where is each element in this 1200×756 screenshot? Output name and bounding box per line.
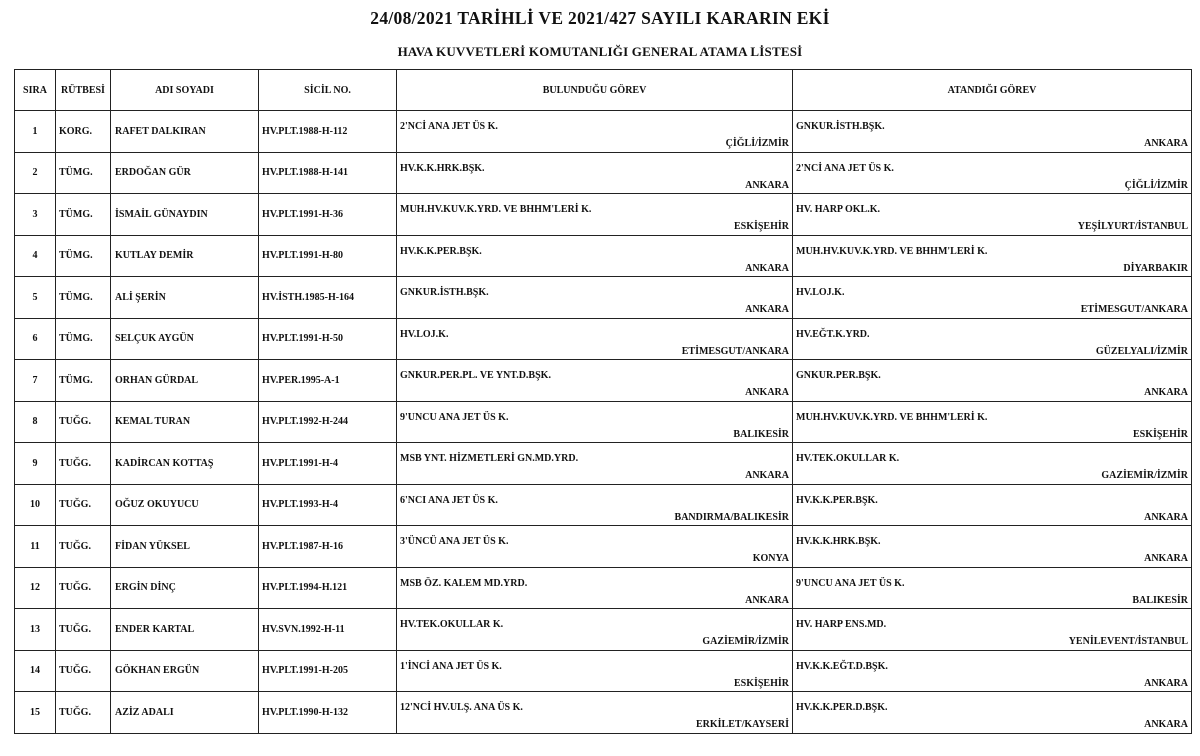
cell-rutbe: TÜMG. <box>56 152 111 194</box>
cell-sira: 8 <box>15 401 56 443</box>
cell-bulundugu-wrap <box>397 111 792 151</box>
table-row <box>15 692 1192 734</box>
atandigi-gorev-text: HV.K.K.PER.D.BŞK. <box>796 702 888 714</box>
bulundugu-yer-text: GAZİEMİR/İZMİR <box>702 636 789 648</box>
cell-atandigi-wrap <box>793 526 1191 566</box>
cell-atandigi-wrap <box>793 153 1191 193</box>
cell-atandigi-gorev <box>793 526 1192 568</box>
cell-ad-soyad: KUTLAY DEMİR <box>111 235 259 277</box>
cell-atandigi-wrap <box>793 609 1191 649</box>
cell-sicil-no: HV.PLT.1991-H-36 <box>259 194 397 236</box>
cell-atandigi-gorev <box>793 111 1192 153</box>
bulundugu-yer-text: ANKARA <box>745 594 789 606</box>
cell-rutbe: TUĞG. <box>56 526 111 568</box>
cell-sicil-no: HV.PLT.1991-H-4 <box>259 443 397 485</box>
atandigi-yer-text: ANKARA <box>1144 719 1188 731</box>
cell-sicil-no: HV.PLT.1990-H-132 <box>259 692 397 734</box>
table-body <box>15 111 1192 734</box>
atandigi-gorev-text: MUH.HV.KUV.K.YRD. VE BHHM'LERİ K. <box>796 245 988 257</box>
atandigi-gorev-text: HV.TEK.OKULLAR K. <box>796 453 900 465</box>
table-row <box>15 401 1192 443</box>
cell-ad-soyad: FİDAN YÜKSEL <box>111 526 259 568</box>
cell-atandigi-gorev <box>793 152 1192 194</box>
cell-bulundugu-wrap <box>397 526 792 566</box>
cell-bulundugu-wrap <box>397 194 792 234</box>
bulundugu-gorev-text: HV.LOJ.K. <box>400 328 449 340</box>
header-sira: SIRA <box>15 70 56 111</box>
cell-atandigi-wrap <box>793 568 1191 608</box>
cell-ad-soyad: ALİ ŞERİN <box>111 277 259 319</box>
atandigi-gorev-text: HV.EĞT.K.YRD. <box>796 328 870 340</box>
cell-rutbe: TUĞG. <box>56 609 111 651</box>
cell-sicil-no: HV.PLT.1993-H-4 <box>259 484 397 526</box>
table-row <box>15 318 1192 360</box>
table-row <box>15 194 1192 236</box>
cell-rutbe: TÜMG. <box>56 318 111 360</box>
bulundugu-yer-text: BANDIRMA/BALIKESİR <box>674 511 789 523</box>
bulundugu-gorev-text: MSB YNT. HİZMETLERİ GN.MD.YRD. <box>400 453 579 465</box>
bulundugu-yer-text: KONYA <box>752 553 789 565</box>
cell-atandigi-wrap <box>793 277 1191 317</box>
cell-atandigi-wrap <box>793 402 1191 442</box>
cell-bulundugu-gorev <box>397 401 793 443</box>
cell-atandigi-wrap <box>793 319 1191 359</box>
bulundugu-gorev-text: MUH.HV.KUV.K.YRD. VE BHHM'LERİ K. <box>400 204 592 216</box>
atandigi-yer-text: ESKİŞEHİR <box>1132 428 1188 440</box>
cell-sicil-no: HV.PLT.1991-H-205 <box>259 650 397 692</box>
cell-rutbe: TÜMG. <box>56 277 111 319</box>
header-atandigi-gorev: ATANDIĞI GÖREV <box>793 70 1192 111</box>
cell-ad-soyad: ERGİN DİNÇ <box>111 567 259 609</box>
cell-ad-soyad: ERDOĞAN GÜR <box>111 152 259 194</box>
atandigi-gorev-text: GNKUR.PER.BŞK. <box>796 370 881 382</box>
cell-bulundugu-gorev <box>397 318 793 360</box>
table-row <box>15 235 1192 277</box>
header-rutbe: RÜTBESİ <box>56 70 111 111</box>
cell-atandigi-gorev <box>793 235 1192 277</box>
atandigi-yer-text: ANKARA <box>1144 677 1188 689</box>
cell-ad-soyad: ENDER KARTAL <box>111 609 259 651</box>
cell-sira: 6 <box>15 318 56 360</box>
atandigi-gorev-text: HV.K.K.HRK.BŞK. <box>796 536 881 548</box>
cell-bulundugu-wrap <box>397 402 792 442</box>
bulundugu-yer-text: ANKARA <box>745 387 789 399</box>
cell-sicil-no: HV.PLT.1988-H-112 <box>259 111 397 153</box>
cell-rutbe: TÜMG. <box>56 194 111 236</box>
bulundugu-gorev-text: 9'UNCU ANA JET ÜS K. <box>400 411 509 423</box>
cell-ad-soyad: KADİRCAN KOTTAŞ <box>111 443 259 485</box>
cell-rutbe: TUĞG. <box>56 401 111 443</box>
cell-sicil-no: HV.PLT.1991-H-50 <box>259 318 397 360</box>
cell-bulundugu-wrap <box>397 236 792 276</box>
cell-bulundugu-gorev <box>397 526 793 568</box>
cell-sira: 13 <box>15 609 56 651</box>
cell-atandigi-gorev <box>793 401 1192 443</box>
cell-sicil-no: HV.PLT.1992-H-244 <box>259 401 397 443</box>
cell-rutbe: TÜMG. <box>56 235 111 277</box>
cell-bulundugu-gorev <box>397 650 793 692</box>
atandigi-gorev-text: MUH.HV.KUV.K.YRD. VE BHHM'LERİ K. <box>796 411 988 423</box>
bulundugu-gorev-text: HV.TEK.OKULLAR K. <box>400 619 504 631</box>
cell-sicil-no: HV.SVN.1992-H-11 <box>259 609 397 651</box>
assignment-table <box>14 69 1192 734</box>
document-subtitle: HAVA KUVVETLERİ KOMUTANLIĞI GENERAL ATAMA LİSTESİ <box>397 44 803 59</box>
cell-sicil-no: HV.PLT.1994-H.121 <box>259 567 397 609</box>
bulundugu-gorev-text: GNKUR.PER.PL. VE YNT.D.BŞK. <box>400 370 551 382</box>
bulundugu-yer-text: ÇİĞLİ/İZMİR <box>725 138 789 150</box>
cell-ad-soyad: KEMAL TURAN <box>111 401 259 443</box>
cell-bulundugu-gorev <box>397 484 793 526</box>
cell-atandigi-wrap <box>793 651 1191 691</box>
cell-sicil-no: HV.İSTH.1985-H-164 <box>259 277 397 319</box>
table-row <box>15 111 1192 153</box>
cell-bulundugu-gorev <box>397 235 793 277</box>
cell-bulundugu-gorev <box>397 360 793 402</box>
cell-sicil-no: HV.PLT.1988-H-141 <box>259 152 397 194</box>
cell-atandigi-gorev <box>793 360 1192 402</box>
cell-atandigi-gorev <box>793 567 1192 609</box>
bulundugu-gorev-text: 3'ÜNCÜ ANA JET ÜS K. <box>400 536 509 548</box>
atandigi-gorev-text: 9'UNCU ANA JET ÜS K. <box>796 577 905 589</box>
cell-bulundugu-gorev <box>397 609 793 651</box>
cell-atandigi-gorev <box>793 484 1192 526</box>
cell-bulundugu-wrap <box>397 485 792 525</box>
cell-bulundugu-wrap <box>397 277 792 317</box>
bulundugu-yer-text: BALIKESİR <box>733 428 789 440</box>
cell-atandigi-wrap <box>793 485 1191 525</box>
cell-sira: 11 <box>15 526 56 568</box>
cell-atandigi-wrap <box>793 111 1191 151</box>
cell-atandigi-gorev <box>793 692 1192 734</box>
bulundugu-yer-text: ETİMESGUT/ANKARA <box>681 345 789 357</box>
cell-atandigi-gorev <box>793 277 1192 319</box>
cell-bulundugu-wrap <box>397 319 792 359</box>
atandigi-yer-text: GÜZELYALI/İZMİR <box>1095 345 1188 357</box>
cell-sira: 2 <box>15 152 56 194</box>
cell-atandigi-wrap <box>793 443 1191 483</box>
bulundugu-gorev-text: 12'NCİ HV.ULŞ. ANA ÜS K. <box>400 702 523 714</box>
cell-bulundugu-wrap <box>397 692 792 732</box>
cell-ad-soyad: SELÇUK AYGÜN <box>111 318 259 360</box>
header-sicil-no: SİCİL NO. <box>259 70 397 111</box>
table-row <box>15 567 1192 609</box>
cell-ad-soyad: ORHAN GÜRDAL <box>111 360 259 402</box>
cell-atandigi-wrap <box>793 236 1191 276</box>
header-row <box>15 70 1192 111</box>
cell-atandigi-gorev <box>793 650 1192 692</box>
atandigi-yer-text: ANKARA <box>1144 138 1188 150</box>
atandigi-gorev-text: HV.K.K.EĞT.D.BŞK. <box>796 660 888 672</box>
bulundugu-gorev-text: 1'İNCİ ANA JET ÜS K. <box>400 660 502 672</box>
bulundugu-yer-text: ANKARA <box>745 470 789 482</box>
table-row <box>15 650 1192 692</box>
cell-ad-soyad: AZİZ ADALI <box>111 692 259 734</box>
table-row <box>15 609 1192 651</box>
cell-ad-soyad: RAFET DALKIRAN <box>111 111 259 153</box>
cell-sira: 5 <box>15 277 56 319</box>
bulundugu-gorev-text: GNKUR.İSTH.BŞK. <box>400 287 489 299</box>
bulundugu-yer-text: ESKİŞEHİR <box>733 677 789 689</box>
cell-bulundugu-gorev <box>397 111 793 153</box>
cell-atandigi-wrap <box>793 692 1191 732</box>
cell-rutbe: TUĞG. <box>56 692 111 734</box>
cell-bulundugu-wrap <box>397 153 792 193</box>
atandigi-gorev-text: HV. HARP OKL.K. <box>796 204 880 216</box>
atandigi-yer-text: ANKARA <box>1144 511 1188 523</box>
cell-ad-soyad: GÖKHAN ERGÜN <box>111 650 259 692</box>
table-header <box>15 70 1192 111</box>
bulundugu-gorev-text: HV.K.K.PER.BŞK. <box>400 245 482 257</box>
atandigi-yer-text: ÇİĞLİ/İZMİR <box>1124 179 1188 191</box>
cell-rutbe: TUĞG. <box>56 484 111 526</box>
cell-sira: 10 <box>15 484 56 526</box>
atandigi-gorev-text: GNKUR.İSTH.BŞK. <box>796 121 885 133</box>
document-title: 24/08/2021 TARİHLİ VE 2021/427 SAYILI KARARIN EKİ <box>370 8 830 28</box>
cell-atandigi-wrap <box>793 194 1191 234</box>
header-bulundugu-gorev: BULUNDUĞU GÖREV <box>397 70 793 111</box>
cell-bulundugu-gorev <box>397 194 793 236</box>
bulundugu-gorev-text: 2'NCİ ANA JET ÜS K. <box>400 121 498 133</box>
atandigi-gorev-text: HV.K.K.PER.BŞK. <box>796 494 878 506</box>
cell-sira: 1 <box>15 111 56 153</box>
cell-bulundugu-wrap <box>397 651 792 691</box>
atandigi-yer-text: ANKARA <box>1144 553 1188 565</box>
atandigi-yer-text: YEŞİLYURT/İSTANBUL <box>1077 221 1188 233</box>
table-row <box>15 484 1192 526</box>
bulundugu-yer-text: ERKİLET/KAYSERİ <box>696 719 789 731</box>
cell-bulundugu-gorev <box>397 567 793 609</box>
cell-atandigi-gorev <box>793 609 1192 651</box>
cell-sira: 7 <box>15 360 56 402</box>
bulundugu-yer-text: ESKİŞEHİR <box>733 221 789 233</box>
bulundugu-gorev-text: HV.K.K.HRK.BŞK. <box>400 162 485 174</box>
atandigi-yer-text: ANKARA <box>1144 387 1188 399</box>
cell-atandigi-gorev <box>793 194 1192 236</box>
cell-atandigi-wrap <box>793 360 1191 400</box>
cell-bulundugu-wrap <box>397 568 792 608</box>
cell-bulundugu-gorev <box>397 692 793 734</box>
cell-ad-soyad: OĞUZ OKUYUCU <box>111 484 259 526</box>
cell-bulundugu-gorev <box>397 152 793 194</box>
cell-bulundugu-gorev <box>397 277 793 319</box>
cell-sicil-no: HV.PLT.1991-H-80 <box>259 235 397 277</box>
atandigi-gorev-text: HV. HARP ENS.MD. <box>796 619 887 631</box>
cell-ad-soyad: İSMAİL GÜNAYDIN <box>111 194 259 236</box>
table-row <box>15 277 1192 319</box>
atandigi-gorev-text: HV.LOJ.K. <box>796 287 845 299</box>
cell-rutbe: TUĞG. <box>56 443 111 485</box>
header-ad-soyad: ADI SOYADI <box>111 70 259 111</box>
cell-sira: 15 <box>15 692 56 734</box>
cell-sira: 4 <box>15 235 56 277</box>
atandigi-gorev-text: 2'NCİ ANA JET ÜS K. <box>796 162 894 174</box>
cell-sira: 3 <box>15 194 56 236</box>
cell-rutbe: TUĞG. <box>56 567 111 609</box>
cell-atandigi-gorev <box>793 443 1192 485</box>
cell-bulundugu-gorev <box>397 443 793 485</box>
atandigi-yer-text: DİYARBAKIR <box>1123 262 1188 274</box>
cell-rutbe: KORG. <box>56 111 111 153</box>
cell-sicil-no: HV.PER.1995-A-1 <box>259 360 397 402</box>
atandigi-yer-text: GAZİEMİR/İZMİR <box>1101 470 1188 482</box>
cell-rutbe: TUĞG. <box>56 650 111 692</box>
cell-bulundugu-wrap <box>397 609 792 649</box>
cell-bulundugu-wrap <box>397 443 792 483</box>
table-row <box>15 526 1192 568</box>
cell-sira: 9 <box>15 443 56 485</box>
cell-sira: 12 <box>15 567 56 609</box>
cell-atandigi-gorev <box>793 318 1192 360</box>
bulundugu-gorev-text: 6'NCI ANA JET ÜS K. <box>400 494 498 506</box>
cell-sicil-no: HV.PLT.1987-H-16 <box>259 526 397 568</box>
bulundugu-yer-text: ANKARA <box>745 304 789 316</box>
table-row <box>15 360 1192 402</box>
bulundugu-yer-text: ANKARA <box>745 179 789 191</box>
atandigi-yer-text: YENİLEVENT/İSTANBUL <box>1068 636 1188 648</box>
table-row <box>15 443 1192 485</box>
bulundugu-gorev-text: MSB ÖZ. KALEM MD.YRD. <box>400 577 528 589</box>
cell-bulundugu-wrap <box>397 360 792 400</box>
bulundugu-yer-text: ANKARA <box>745 262 789 274</box>
table-row <box>15 152 1192 194</box>
cell-rutbe: TÜMG. <box>56 360 111 402</box>
atandigi-yer-text: BALIKESİR <box>1132 594 1188 606</box>
atandigi-yer-text: ETİMESGUT/ANKARA <box>1080 304 1188 316</box>
cell-sira: 14 <box>15 650 56 692</box>
